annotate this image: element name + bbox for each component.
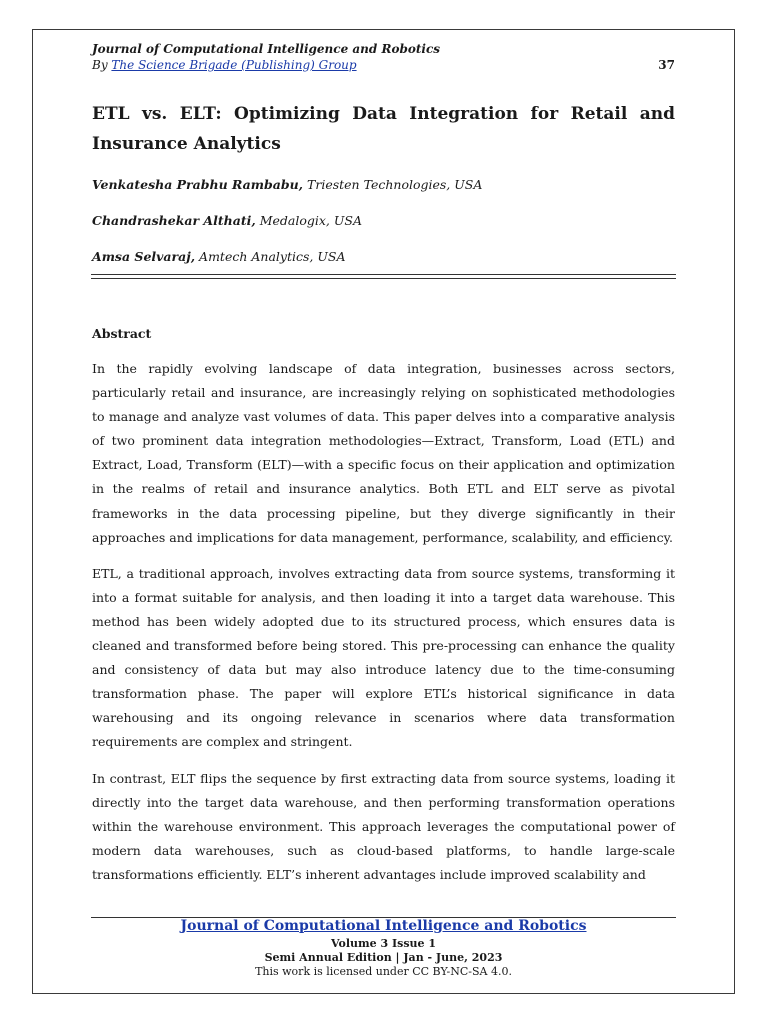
byline-prefix: By — [92, 58, 112, 72]
author-line — [92, 177, 482, 192]
author-line — [92, 213, 362, 228]
author-affiliation: Amtech Analytics, USA — [195, 249, 346, 264]
header-byline — [92, 58, 357, 72]
author-affiliation: Medalogix, USA — [255, 213, 362, 228]
abstract-body — [92, 357, 675, 899]
footer-license: This work is licensed under CC BY-NC-SA 4.0. — [255, 965, 512, 978]
footer-volume: Volume 3 Issue 1 — [331, 937, 436, 950]
author-name: Amsa Selvaraj, — [92, 249, 196, 264]
header-journal-name: Journal of Computational Intelligence and Robotics — [92, 42, 440, 56]
publisher-link[interactable]: The Science Brigade (Publishing) Group — [111, 58, 357, 72]
abstract-paragraph: ETL, a traditional approach, involves extracting data from source systems, transforming it into a format suitable for analysis, and then loading it into a target data warehouse. This method has been widely adopted due to its structured process, which ensures data is cleaned and transformed before being stored. This pre-processing can enhance the quality and consistency of data but may also introduce latency due to the time-consuming transformation phase. The paper will explore ETL’s historical significance in data warehousing and its ongoing relevance in scenarios where data transformation requirements are complex and stringent. — [92, 565, 675, 750]
abstract-paragraph: In the rapidly evolving landscape of data integration, businesses across sectors, particularly retail and insurance, are increasingly relying on sophisticated methodologies to manage and analyze vast volumes of data. This paper delves into a comparative analysis of two prominent data integration methodologies—Extract, Transform, Load (ETL) and Extract, Load, Transform (ELT)—with a specific focus on their application and optimization in the realms of retail and insurance analytics. Both ETL and ELT serve as pivotal frameworks in the data processing pipeline, but they diverge significantly in their approaches and implications for data management, performance, scalability, and efficiency. — [92, 361, 675, 545]
footer-journal-link[interactable]: Journal of Computational Intelligence and Robotics — [180, 918, 587, 934]
author-name: Chandrashekar Althati, — [92, 213, 256, 228]
footer-edition: Semi Annual Edition | Jan - June, 2023 — [264, 951, 503, 964]
author-name: Venkatesha Prabhu Rambabu, — [92, 177, 304, 192]
page-number: 37 — [658, 58, 675, 72]
abstract-paragraph: In contrast, ELT flips the sequence by first extracting data from source systems, loading it directly into the target data warehouse, and then performing transformation operations within the warehouse environment. This approach leverages the computational power of modern data warehouses, such as cloud-based platforms, to handle large-scale transformations efficiently. ELT’s inherent advantages include improved scalability and — [92, 770, 675, 882]
paper-title: ETL vs. ELT: Optimizing Data Integration for Retail and Insurance Analytics — [92, 104, 675, 154]
divider — [91, 274, 676, 275]
abstract-heading: Abstract — [92, 326, 152, 341]
author-line — [92, 249, 345, 264]
divider — [91, 278, 676, 279]
author-affiliation: Triesten Technologies, USA — [303, 177, 483, 192]
